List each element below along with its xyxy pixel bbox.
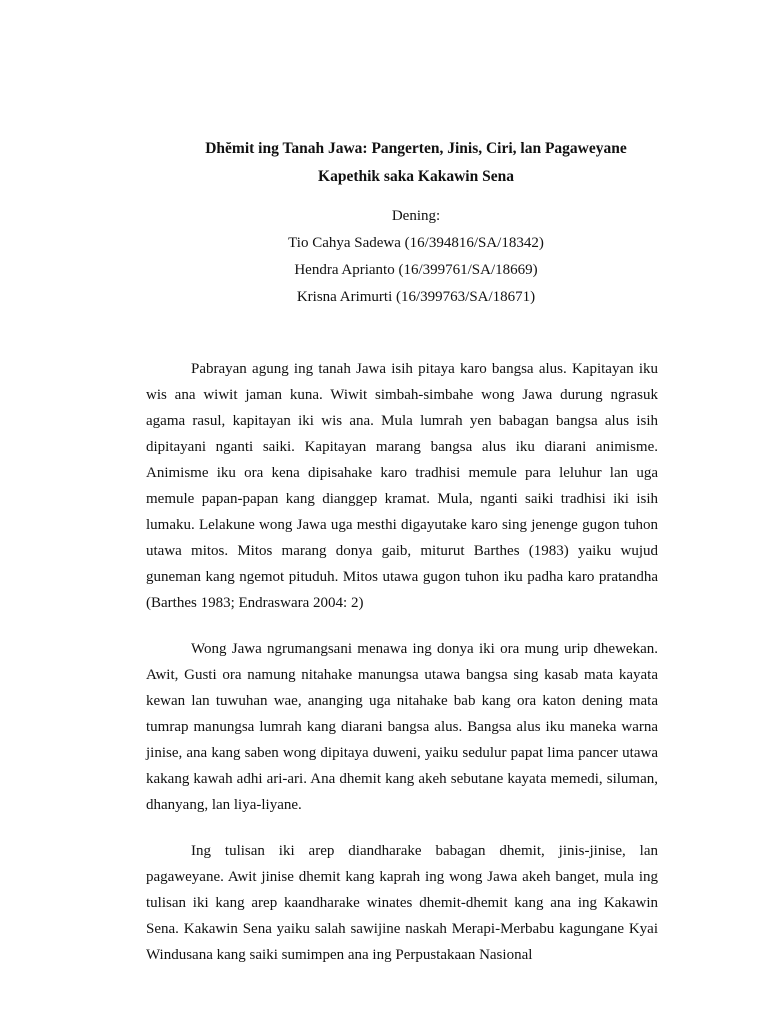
- author-block: [146, 203, 658, 311]
- document-body: [146, 356, 658, 968]
- title-line-2: Kapethik saka Kakawin Sena: [318, 168, 514, 185]
- author-name: Krisna Arimurti (16/399763/SA/18671): [296, 289, 536, 305]
- document-title: [146, 135, 658, 191]
- paragraph: Pabrayan agung ing tanah Jawa isih pitaya karo bangsa alus. Kapitayan iku wis ana wiwit jaman kuna. Wiwit simbah-simbahe wong Jawa durung ngrasuk agama rasul, kapitayan iki wis ana. Mula lumrah yen babagan bangsa alus isih dipitayani nganti saiki. Kapitayan marang bangsa alus iku diarani animisme. Animisme iku ora kena dipisahake karo tradhisi memule para leluhur lan uga memule papan-papan kang dianggep kramat. Mula, nganti saiki tradhisi iki isih lumaku. Lelakune wong Jawa uga mesthi digayutake karo sing jenenge gugon tuhon utawa mitos. Mitos marang donya gaib, miturut Barthes (1983) yaiku wujud guneman kang ngemot pituduh. Mitos utawa gugon tuhon iku padha karo pratandha (Barthes 1983; Endraswara 2004: 2): [146, 361, 658, 611]
- author-name: Tio Cahya Sadewa (16/394816/SA/18342): [288, 235, 544, 251]
- paragraph: Ing tulisan iki arep diandharake babagan dhemit, jinis-jinise, lan pagaweyane. Awit jinise dhemit kang kaprah ing wong Jawa akeh banget, mula ing tulisan iki kang arep kaandharake winates dhemit-dhemit kang ana ing Kakawin Sena. Kakawin Sena yaiku salah sawijine naskah Merapi-Merbabu kagungane Kyai Windusana kang saiki sumimpen ana ing Perpustakaan Nasional: [146, 843, 658, 963]
- title-line-1: Dhĕmit ing Tanah Jawa: Pangerten, Jinis, Ciri, lan Pagaweyane: [205, 140, 627, 157]
- author-heading: Dening:: [391, 208, 441, 224]
- paragraph: Wong Jawa ngrumangsani menawa ing donya iki ora mung urip dhewekan. Awit, Gusti ora namung nitahake manungsa utawa bangsa sing kasab mata kayata kewan lan tuwuhan wae, ananging uga nitahake bab kang ora katon dening mata tumrap manungsa lumrah kang diarani bangsa alus. Bangsa alus iku maneka warna jinise, ana kang saben wong dipitaya duweni, yaiku sedulur papat lima pancer utawa kakang kawah adhi ari-ari. Ana dhemit kang akeh sebutane kayata memedi, siluman, dhanyang, lan liya-liyane.: [146, 641, 658, 813]
- author-name: Hendra Aprianto (16/399761/SA/18669): [294, 262, 538, 278]
